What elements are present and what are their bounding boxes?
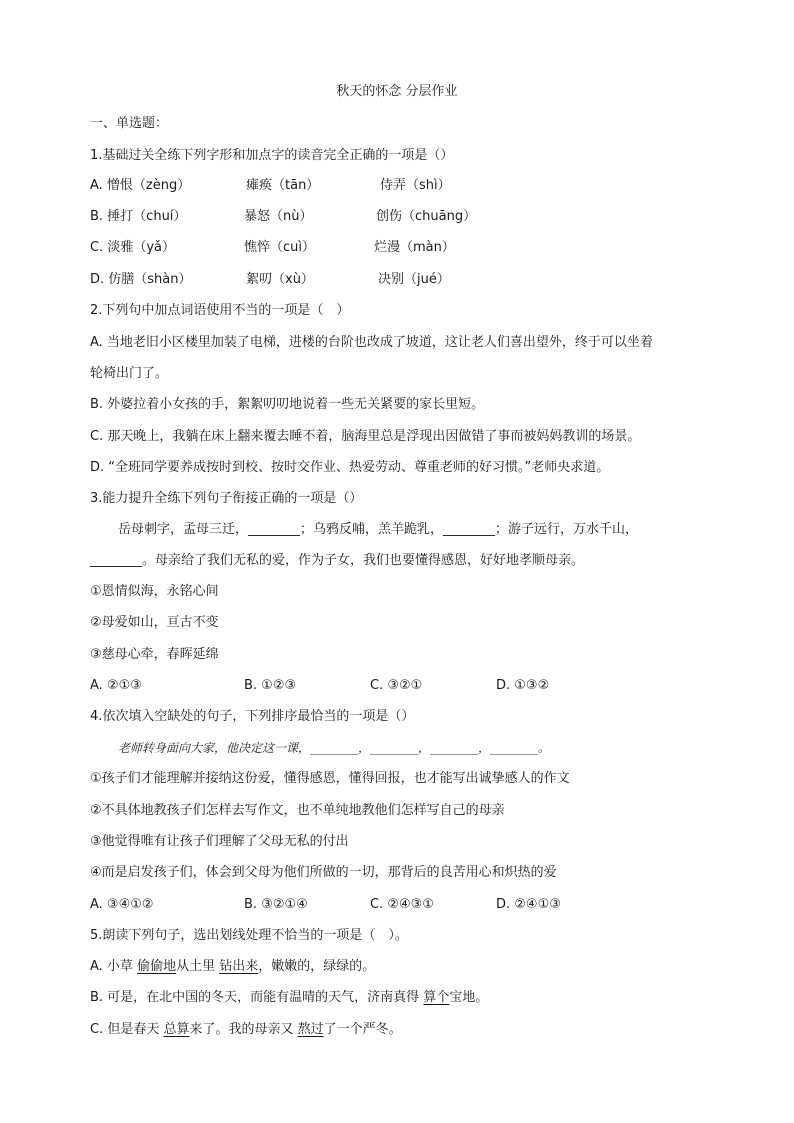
q3-option-d: D. ①③② — [496, 678, 550, 693]
q5-a-underlined-1: 偷偷地 — [137, 959, 177, 974]
q3-option-b: B. ①②③ — [244, 678, 297, 693]
q2-option-a-line2: 轮椅出门了。 — [90, 366, 169, 381]
q1-option-a-1: A. 憎恨（zèng） — [90, 178, 191, 193]
q3-option-c: C. ③②① — [370, 678, 423, 693]
section-heading: 一、单选题： — [90, 116, 169, 131]
q1-option-c-3: 烂漫（màn） — [374, 240, 455, 255]
page-title: 秋天的怀念 分层作业 — [336, 84, 458, 99]
q4-sentence-4: ④而是启发孩子们，体会到父母为他们所做的一切，那背后的良苦用心和炽热的爱 — [90, 865, 557, 880]
q1-option-d-3: 决别（jué） — [378, 272, 450, 287]
q2-option-d: D. “全班同学要养成按时到校、按时交作业、热爱劳动、尊重老师的好习惯。”老师央求道。 — [90, 460, 610, 475]
q1-option-b-3: 创伤（chuāng） — [376, 209, 477, 224]
q1-option-d-2: 絮叨（xù） — [246, 272, 314, 287]
q5-option-b — [90, 988, 488, 1008]
q3-passage-line1: 岳母刺字，孟母三迁，________；乌鸦反哺，羔羊跪乳，________；游子远行，万水千山， — [118, 522, 639, 537]
q5-b-underlined-1: 算个 — [423, 990, 450, 1005]
q3-stem: 3.能力提升全练下列句子衔接正确的一项是（） — [90, 491, 363, 506]
q5-c-text-2: 来了。我的母亲又 — [189, 1022, 298, 1037]
q5-c-text-1: C. 但是春天 — [90, 1022, 164, 1037]
q5-a-text-1: A. 小草 — [90, 959, 138, 974]
q3-passage-line2: ________。母亲给了我们无私的爱，作为子女，我们也要懂得感恩，好好地孝顺母亲。 — [90, 553, 585, 568]
q3-sentence-3: ③慈母心牵，春晖延绵 — [90, 647, 219, 662]
q1-stem: 1.基础过关全练下列字形和加点字的读音完全正确的一项是（） — [90, 148, 454, 163]
q5-option-a — [90, 957, 375, 977]
q5-b-text-2: 宝地。 — [449, 990, 489, 1005]
q2-option-a-line1: A. 当地老旧小区楼里加装了电梯，进楼的台阶也改成了坡道，这让老人们喜出望外，终于可以坐着 — [90, 335, 653, 350]
q5-stem: 5.朗读下列句子，选出划线处理不恰当的一项是（ ）。 — [90, 928, 408, 943]
q5-a-text-3: ，嫩嫩的，绿绿的。 — [258, 959, 376, 974]
q5-c-underlined-2: 熬过 — [297, 1022, 324, 1037]
q5-b-text-1: B. 可是，在北中国的冬天，而能有温晴的天气，济南真得 — [90, 990, 424, 1005]
q4-sentence-1: ①孩子们才能理解并接纳这份爱，懂得感恩，懂得回报，也才能写出诚挚感人的作文 — [90, 771, 570, 786]
q3-sentence-1: ①恩情似海，永铭心间 — [90, 584, 219, 599]
q5-option-c — [90, 1020, 402, 1040]
q4-option-d: D. ②④①③ — [496, 897, 561, 912]
q5-c-text-3: 了一个严冬。 — [323, 1022, 402, 1037]
q4-sentence-3: ③他觉得唯有让孩子们理解了父母无私的付出 — [90, 834, 349, 849]
q4-option-b: B. ③②①④ — [244, 897, 308, 912]
q2-stem: 2.下列句中加点词语使用不当的一项是（ ） — [90, 303, 350, 318]
q4-stem: 4.依次填入空缺处的句子，下列排序最恰当的一项是（） — [90, 709, 415, 724]
q1-option-d-1: D. 仿膳（shàn） — [90, 272, 192, 287]
q1-option-b-1: B. 捶打（chuí） — [90, 209, 187, 224]
q3-option-a: A. ②①③ — [90, 678, 142, 693]
q2-option-b: B. 外婆拉着小女孩的手，絮絮叨叨地说着一些无关紧要的家长里短。 — [90, 397, 485, 412]
q5-a-text-2: 从土里 — [176, 959, 220, 974]
q1-option-a-2: 瘫痪（tān） — [246, 178, 320, 193]
q4-option-a: A. ③④①② — [90, 897, 154, 912]
q4-sentence-2: ②不具体地教孩子们怎样去写作文，也不单纯地教他们怎样写自己的母亲 — [90, 803, 505, 818]
q4-passage: 老师转身面向大家，他决定这一课，________，________，________，________。 — [118, 741, 551, 755]
q3-sentence-2: ②母爱如山，亘古不变 — [90, 615, 219, 630]
q1-option-c-2: 憔悴（cuì） — [244, 240, 315, 255]
q1-option-c-1: C. 淡雅（yǎ） — [90, 240, 176, 255]
q1-option-a-3: 侍弄（shì） — [380, 178, 451, 193]
q5-a-underlined-2: 钻出来 — [219, 959, 259, 974]
q2-option-c: C. 那天晚上，我躺在床上翻来覆去睡不着，脑海里总是浮现出因做错了事而被妈妈教训的场景。 — [90, 429, 641, 444]
q1-option-b-2: 暴怒（nù） — [244, 209, 313, 224]
q5-c-underlined-1: 总算 — [163, 1022, 190, 1037]
q4-option-c: C. ②④③① — [370, 897, 434, 912]
